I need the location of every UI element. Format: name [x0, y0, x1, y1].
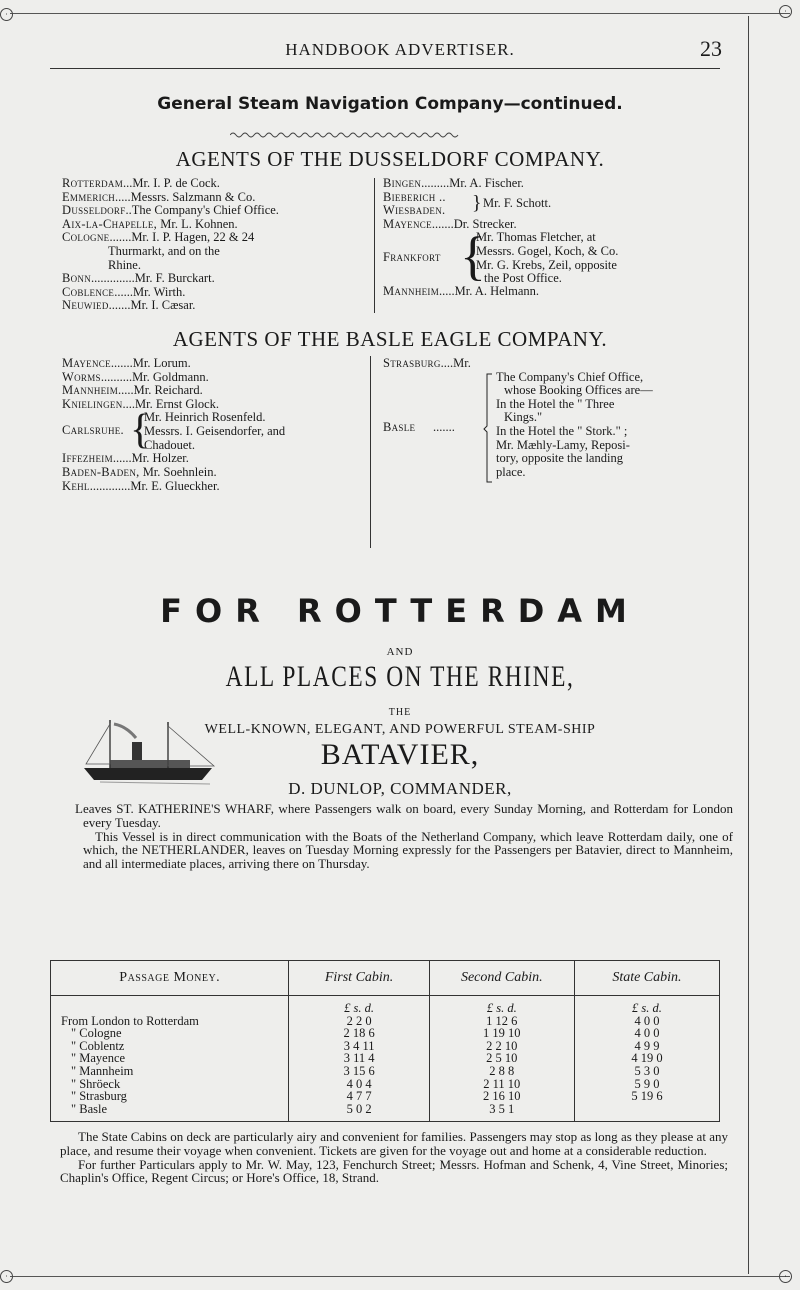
dusseldorf-agents-heading: AGENTS OF THE DUSSELDORF COMPANY.	[175, 147, 605, 171]
corner-ornament-bottom-right: ·	[779, 1270, 792, 1283]
frame-right-rule	[748, 16, 749, 1274]
fares-table	[50, 960, 720, 1122]
basle-block: Basle ....... The Company's Chief Office, whose Booking Offices are— In the Hotel the " Three Kings." In the Hotel the " Stork." ; Mr. Mæhly-Lamy, Reposi- tory, opposite the landing place.	[383, 371, 728, 483]
agent-row: Kehl.............Mr. E. Glueckher.	[62, 478, 220, 493]
agent-row: Aix-la-Chapelle, Mr. L. Kohnen.	[62, 216, 238, 231]
brace: {	[130, 407, 151, 454]
agent-row: Mannheim.....Mr. A. Helmann.	[383, 284, 540, 299]
agent-row: Knielingen....Mr. Ernst Glock.	[62, 396, 220, 411]
agent-row: Bonn..............Mr. F. Burckart.	[62, 271, 215, 286]
agent-row: Mayence.......Dr. Strecker.	[383, 216, 517, 231]
footer-paragraph: The State Cabins on deck are particularly airy and convenient for families. Passengers may stop as long as they please at any place, and resume their voyage when convenient. Tickets are given for the voyage out and home at a considerable reduction. For further Particulars apply to Mr. W. May, 123, Fenchurch Street; Messrs. Hofman and Schenk, 4, Vine Street, Minories; Chaplin's Office, Regent Circus; or Hore's Office, 18, Strand.	[60, 1129, 728, 1186]
brace: }	[472, 191, 482, 214]
col-header-state: State Cabin.	[574, 961, 719, 996]
and-line: AND	[386, 646, 414, 658]
col-header-first: First Cabin.	[289, 961, 429, 996]
agent-row: Coblence......Mr. Wirth.	[62, 284, 186, 299]
page-number: 23	[700, 36, 722, 61]
table-row: " Strasburg 4 7 7 2 16 10 5 19 6	[51, 1090, 720, 1103]
sailing-schedule-paragraph: Leaves ST. KATHERINE'S WHARF, where Passengers walk on board, every Sunday Morning, and Rotterdam for London every Tuesday. This Vessel is in direct communication with the Boats of the Netherland Company, which leave Rotterdam daily, one of which, the NETHERLANDER, leaves on Tuesday Morning expressly for the Passengers per Batavier, direct to Mannheim, and all intermediate places, arriving there on Thursday.	[75, 801, 733, 872]
agent-row: Dusseldorf..The Company's Chief Office.	[62, 203, 279, 218]
frankfort-block: Frankfort { Mr. Thomas Fletcher, at Messrs. Gogel, Koch, & Co. Mr. G. Krebs, Zeil, opposite the Post Office.	[383, 226, 619, 287]
frame-top-rule	[10, 13, 790, 14]
brace	[483, 373, 493, 483]
col-header-passage: Passage Money.	[51, 961, 289, 996]
agent-row: Mayence.......Mr. Lorum.	[62, 356, 191, 370]
wavy-rule	[230, 131, 460, 139]
units-row: £ s. d. £ s. d. £ s. d.	[51, 996, 720, 1015]
brace: {	[460, 226, 486, 287]
section-title: General Steam Navigation Company—continued.	[157, 94, 623, 114]
corner-ornament-top-right: ·	[779, 5, 792, 18]
all-places-headline: ALL PLACES ON THE RHINE,	[225, 660, 575, 693]
agent-row: Bieberich .. } Mr. F. Schott.	[383, 189, 552, 214]
for-rotterdam-headline: FOR ROTTERDAM	[160, 592, 640, 630]
the-line: THE	[388, 707, 412, 718]
col-header-second: Second Cabin.	[429, 961, 574, 996]
table-row: " Cologne 2 18 6 1 19 10 4 0 0	[51, 1027, 720, 1040]
agent-row: Iffezheim......Mr. Holzer.	[62, 451, 189, 466]
agent-row-continued: Thurmarkt, and on the	[108, 243, 220, 258]
header-rule	[50, 68, 720, 69]
agent-row: Cologne.......Mr. I. P. Hagen, 22 & 24	[62, 230, 255, 245]
agent-row-continued: Rhine.	[108, 257, 141, 272]
table-row: " Mannheim 3 15 6 2 8 8 5 3 0	[51, 1065, 720, 1078]
well-known-line: WELL-KNOWN, ELEGANT, AND POWERFUL STEAM-SHIP	[204, 722, 596, 737]
agent-row: Baden-Baden, Mr. Soehnlein.	[62, 464, 217, 479]
agent-row: Rotterdam...Mr. I. P. de Cock.	[62, 176, 220, 190]
basle-agents-heading: AGENTS OF THE BASLE EAGLE COMPANY.	[172, 327, 608, 351]
frame-bottom-rule	[10, 1276, 790, 1277]
commander-line: D. DUNLOP, COMMANDER,	[288, 779, 512, 798]
column-divider	[370, 356, 371, 548]
agent-row: Strasburg....Mr.	[383, 356, 471, 370]
agent-row: Wiesbaden.	[383, 203, 446, 218]
agent-row: Bingen.........Mr. A. Fischer.	[383, 176, 524, 190]
basle-right-column	[383, 357, 728, 483]
dusseldorf-right-column	[383, 177, 723, 299]
table-row: " Basle 5 0 2 3 5 1	[51, 1103, 720, 1122]
basle-left-column	[62, 357, 372, 493]
ship-name: BATAVIER,	[320, 738, 480, 771]
table-row: " Mayence 3 11 4 2 5 10 4 19 0	[51, 1052, 720, 1065]
table-row: From London to Rotterdam 2 2 0 1 12 6 4 0 0	[51, 1015, 720, 1028]
column-divider	[374, 178, 375, 313]
running-header: HANDBOOK ADVERTISER.	[285, 40, 515, 59]
table-row: " Coblentz 3 4 11 2 2 10 4 9 9	[51, 1040, 720, 1053]
carlsruhe-block: Carlsruhe. { Mr. Heinrich Rosenfeld. Messrs. I. Geisendorfer, and Chadouet.	[62, 407, 286, 454]
corner-ornament-bottom-left: ·	[0, 1270, 13, 1283]
table-row: " Shröeck 4 0 4 2 11 10 5 9 0	[51, 1078, 720, 1091]
agent-row: Mannheim.....Mr. Reichard.	[62, 383, 203, 398]
corner-ornament-top-left: ·	[0, 8, 13, 21]
agent-row: Neuwied.......Mr. I. Cæsar.	[62, 298, 196, 313]
dusseldorf-left-column	[62, 177, 362, 313]
agent-row: Emmerich.....Messrs. Salzmann & Co.	[62, 189, 256, 204]
agent-row: Worms..........Mr. Goldmann.	[62, 369, 209, 384]
